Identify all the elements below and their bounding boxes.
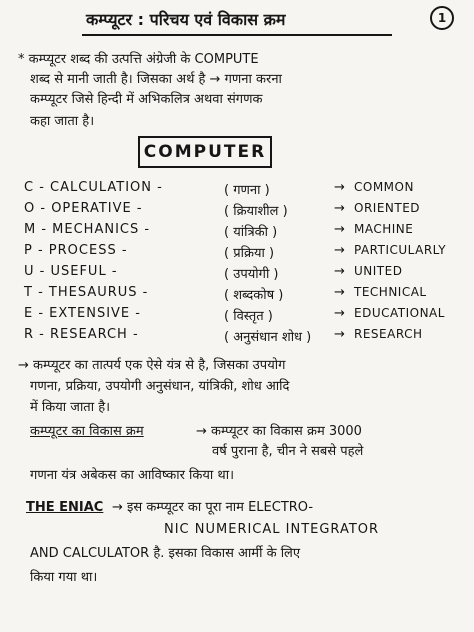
acronym-row <box>24 306 464 326</box>
acronym-expansion: T - THESAURUS - <box>24 285 149 300</box>
arrow-icon: → <box>334 180 345 195</box>
eniac-line-4: किया गया था। <box>30 570 98 585</box>
acronym-expansion: E - EXTENSIVE - <box>24 306 141 321</box>
history-line-2: वर्ष पुराना है, चीन ने सबसे पहले <box>212 444 364 459</box>
page-number-badge: 1 <box>430 6 454 30</box>
arrow-icon: → <box>334 201 345 216</box>
acronym-row <box>24 222 464 242</box>
intro-line-1: * कम्प्यूटर शब्द की उत्पत्ति अंग्रेजी के COMPUTE <box>18 52 259 67</box>
acronym-expansion: O - OPERATIVE - <box>24 201 143 216</box>
acronym-expansion: R - RESEARCH - <box>24 327 139 342</box>
acronym-hindi: ( विस्तृत ) <box>224 309 273 324</box>
acronym-row <box>24 243 464 263</box>
acronym-expansion: U - USEFUL - <box>24 264 118 279</box>
acronym-word: MACHINE <box>354 222 414 236</box>
acronym-row <box>24 327 464 347</box>
meaning-line-3: में किया जाता है। <box>30 400 111 415</box>
acronym-hindi: ( उपयोगी ) <box>224 267 279 282</box>
arrow-icon: → <box>334 264 345 279</box>
arrow-icon: → <box>334 306 345 321</box>
acronym-hindi: ( यांत्रिकी ) <box>224 225 278 240</box>
acronym-word: RESEARCH <box>354 327 423 341</box>
acronym-hindi: ( प्रक्रिया ) <box>224 246 275 261</box>
acronym-hindi: ( अनुसंधान शोध ) <box>224 330 312 345</box>
acronym-word: EDUCATIONAL <box>354 306 445 320</box>
eniac-line-3: AND CALCULATOR है. इसका विकास आर्मी के लिए <box>30 546 301 561</box>
acronym-heading: COMPUTER <box>138 136 272 168</box>
arrow-icon: → <box>334 285 345 300</box>
meaning-line-1: → कम्प्यूटर का तात्पर्य एक ऐसे यंत्र से है, जिसका उपयोग <box>18 358 286 373</box>
intro-line-3: कम्प्यूटर जिसे हिन्दी में अभिकलित्र अथवा संगणक <box>30 92 263 107</box>
eniac-heading: THE ENIAC <box>26 500 104 515</box>
acronym-word: TECHNICAL <box>354 285 427 299</box>
acronym-row <box>24 201 464 221</box>
acronym-expansion: P - PROCESS - <box>24 243 128 258</box>
arrow-icon: → <box>334 222 345 237</box>
eniac-line-1: → इस कम्प्यूटर का पूरा नाम ELECTRO- <box>112 500 314 515</box>
acronym-word: COMMON <box>354 180 414 194</box>
acronym-row <box>24 180 464 200</box>
acronym-row <box>24 264 464 284</box>
acronym-word: UNITED <box>354 264 403 278</box>
eniac-line-2: NIC NUMERICAL INTEGRATOR <box>164 522 380 537</box>
history-heading: कम्प्यूटर का विकास क्रम <box>30 424 144 439</box>
intro-line-4: कहा जाता है। <box>30 114 95 129</box>
meaning-line-2: गणना, प्रक्रिया, उपयोगी अनुसंधान, यांत्रिकी, शोध आदि <box>30 379 290 394</box>
page-title: कम्प्यूटर : परिचय एवं विकास क्रम <box>86 10 286 29</box>
intro-line-2: शब्द से मानी जाती है। जिसका अर्थ है → गणना करना <box>30 72 282 87</box>
acronym-hindi: ( शब्दकोष ) <box>224 288 284 303</box>
arrow-icon: → <box>334 243 345 258</box>
history-line-3: गणना यंत्र अबेकस का आविष्कार किया था। <box>30 468 235 483</box>
acronym-word: ORIENTED <box>354 201 421 215</box>
acronym-hindi: ( गणना ) <box>224 183 270 198</box>
acronym-word: PARTICULARLY <box>354 243 447 257</box>
acronym-hindi: ( क्रियाशील ) <box>224 204 288 219</box>
acronym-expansion: C - CALCULATION - <box>24 180 163 195</box>
title-underline <box>82 34 392 36</box>
acronym-row <box>24 285 464 305</box>
arrow-icon: → <box>334 327 345 342</box>
history-line-1: → कम्प्यूटर का विकास क्रम 3000 <box>196 424 362 439</box>
acronym-expansion: M - MECHANICS - <box>24 222 151 237</box>
